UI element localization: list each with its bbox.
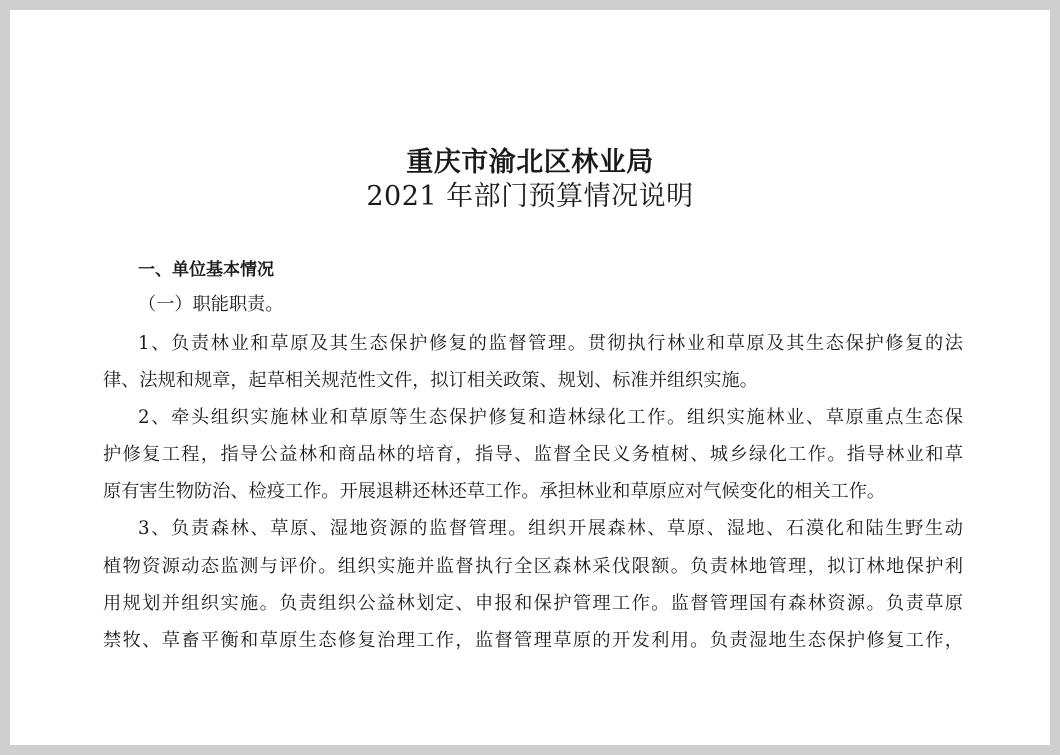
paragraph-line: 律、法规和规章，起草相关规范性文件，拟订相关政策、规划、标准并组织实施。 bbox=[103, 370, 758, 391]
paragraph-line: 1、负责林业和草原及其生态保护修复的监督管理。贯彻执行林业和草原及其生态保护修复的法 bbox=[138, 333, 963, 354]
document-title: 重庆市渝北区林业局 bbox=[406, 147, 654, 178]
section-heading: 一、单位基本情况 bbox=[138, 260, 274, 280]
paragraph-line: 2、牵头组织实施林业和草原等生态保护修复和造林绿化工作。组织实施林业、草原重点生态保 bbox=[138, 407, 963, 428]
paragraph-line: 用规划并组织实施。负责组织公益林划定、申报和保护管理工作。监督管理国有森林资源。负责草原 bbox=[103, 593, 963, 614]
paragraph-line: 植物资源动态监测与评价。组织实施并监督执行全区森林采伐限额。负责林地管理，拟订林地保护利 bbox=[103, 556, 963, 577]
paragraph-line: 护修复工程，指导公益林和商品林的培育，指导、监督全民义务植树、城乡绿化工作。指导林业和草 bbox=[103, 444, 963, 465]
subsection-heading: （一）职能职责。 bbox=[138, 294, 284, 315]
document-page bbox=[10, 10, 1050, 745]
paragraph-line: 原有害生物防治、检疫工作。开展退耕还林还草工作。承担林业和草原应对气候变化的相关工作。 bbox=[103, 481, 886, 502]
document-subtitle: 2021 年部门预算情况说明 bbox=[366, 181, 694, 212]
paragraph-line: 禁牧、草畜平衡和草原生态修复治理工作，监督管理草原的开发利用。负责湿地生态保护修复工作， bbox=[103, 630, 963, 651]
paragraph-line: 3、负责森林、草原、湿地资源的监督管理。组织开展森林、草原、湿地、石漠化和陆生野生动 bbox=[138, 518, 963, 539]
